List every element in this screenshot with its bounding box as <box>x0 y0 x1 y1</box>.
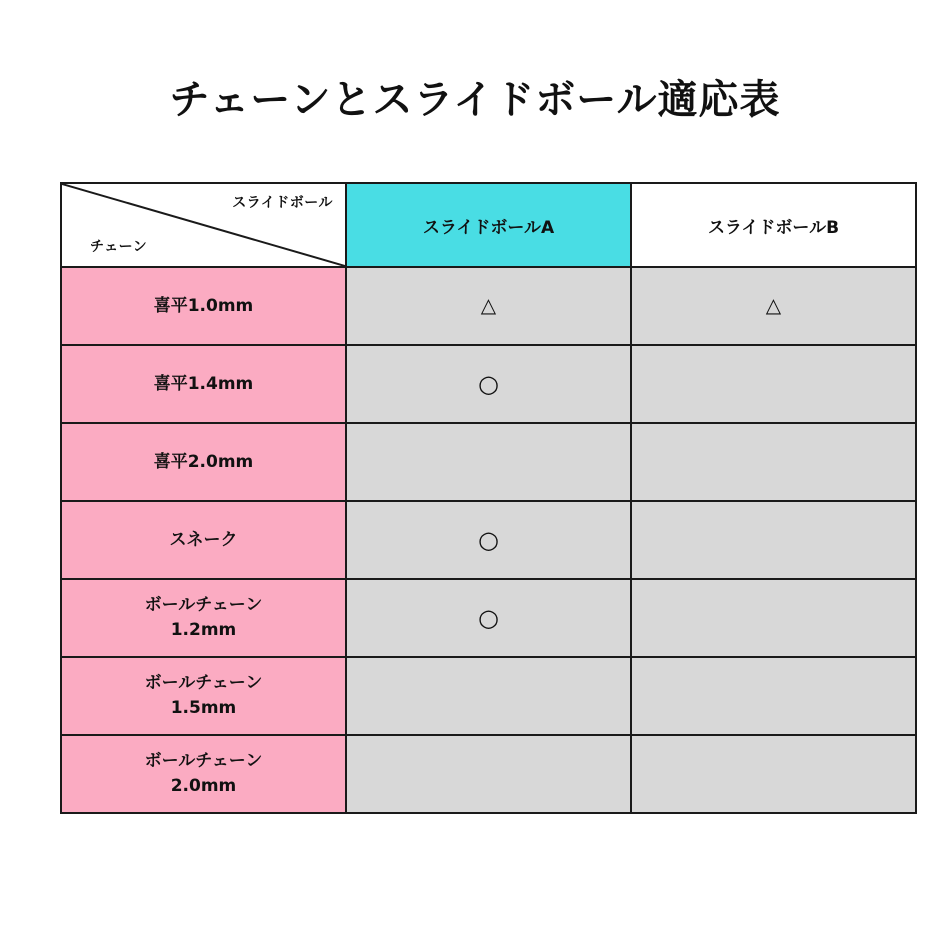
cell-ballchain20-b <box>631 735 916 813</box>
row-header-kihei-14: 喜平1.4mm <box>61 345 346 423</box>
compatibility-table <box>60 182 917 814</box>
cell-ballchain12-a: ○ <box>346 579 631 657</box>
cell-kihei10-a: △ <box>346 267 631 345</box>
table-row <box>61 735 916 813</box>
row-header-kihei-20: 喜平2.0mm <box>61 423 346 501</box>
table-row <box>61 267 916 345</box>
row-header-label: ボールチェーン 1.5mm <box>144 673 263 718</box>
column-header-slide-ball-b: スライドボールB <box>631 183 916 267</box>
cell-kihei20-b <box>631 423 916 501</box>
table-row <box>61 657 916 735</box>
cell-ballchain15-b <box>631 657 916 735</box>
column-header-slide-ball-a: スライドボールA <box>346 183 631 267</box>
row-header-snake: スネーク <box>61 501 346 579</box>
table-row <box>61 579 916 657</box>
cell-ballchain20-a <box>346 735 631 813</box>
cell-kihei10-b: △ <box>631 267 916 345</box>
row-header-ballchain-20 <box>61 735 346 813</box>
corner-row-label: チェーン <box>90 239 148 255</box>
table-row <box>61 423 916 501</box>
row-header-label: ボールチェーン 1.2mm <box>144 595 263 640</box>
row-header-ballchain-15 <box>61 657 346 735</box>
row-header-ballchain-12 <box>61 579 346 657</box>
row-header-kihei-10: 喜平1.0mm <box>61 267 346 345</box>
compatibility-table-wrapper <box>60 182 915 814</box>
table-header-row <box>61 183 916 267</box>
cell-kihei14-a: ○ <box>346 345 631 423</box>
cell-ballchain15-a <box>346 657 631 735</box>
table-body <box>61 183 916 813</box>
corner-diagonal-cell <box>61 183 346 267</box>
page-title: チェーンとスライドボール適応表 <box>169 77 781 123</box>
cell-snake-b <box>631 501 916 579</box>
table-row <box>61 501 916 579</box>
cell-ballchain12-b <box>631 579 916 657</box>
cell-kihei20-a <box>346 423 631 501</box>
corner-column-label: スライドボール <box>232 195 333 211</box>
cell-snake-a: ○ <box>346 501 631 579</box>
row-header-label: ボールチェーン 2.0mm <box>144 751 263 796</box>
table-row <box>61 345 916 423</box>
cell-kihei14-b <box>631 345 916 423</box>
